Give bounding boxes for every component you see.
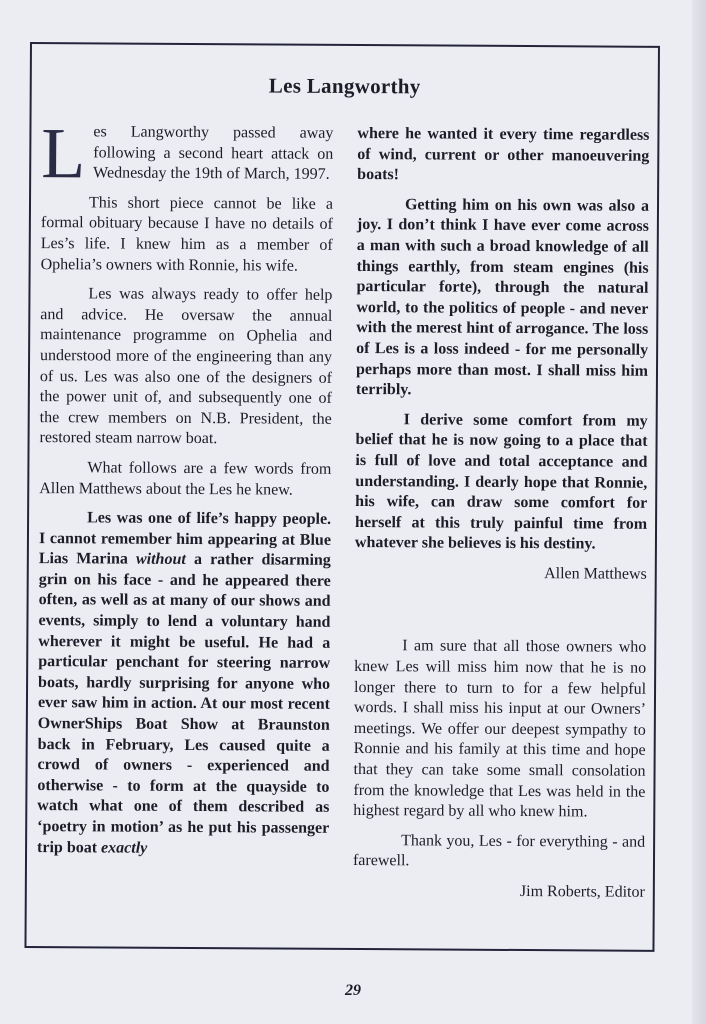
- quote-continuation: where he wanted it every time regardless of wind, current or other manoeuvering boats!: [357, 125, 650, 184]
- intro-paragraph: [41, 113, 334, 194]
- intro-text: es Langworthy passed away following a second heart attack on Wednesday the 19th of March, 1997.: [93, 123, 334, 184]
- closing-paragraph-owners: I am sure that all those owners who knew Les will miss him now that he is no longer there to turn to for a few helpful words. I shall miss his input at our Owners’ meetings. We offer our deepest sympathy to Ronnie and his family at this time and hope that they can take some small consolation from the knowledge that Les was held in the highest regard by all who knew him.: [353, 637, 647, 821]
- section-gap: [354, 592, 646, 638]
- quote-paragraph-happy-people: [37, 508, 331, 860]
- paragraph-help-advice: Les was always ready to offer help and advice. He oversaw the annual maintenance programme on Ophelia and understood more of the engineering than any of us. Les was also one of the designers of the power unit of, and subsequently one of the crew members on N.B. President, the restored steam narrow boat.: [39, 285, 333, 448]
- quote-text-part-1: Les was one of life’s happy people. I cannot remember him appearing at Blue Lias Marina: [38, 509, 332, 568]
- right-column: [353, 124, 650, 912]
- page-edge: [692, 0, 706, 1024]
- drop-cap: L: [41, 113, 86, 194]
- article-title: Les Langworthy: [268, 73, 421, 99]
- quote-emphasis-exactly: exactly: [101, 839, 148, 857]
- paragraph-what-follows: What follows are a few words from Allen Matthews about the Les he knew.: [39, 459, 332, 499]
- paragraph-obituary-note: This short piece cannot be like a formal obituary because I have no details of Les’s life. I knew him as a member of Ophelia’s owners with Ronnie, his wife.: [40, 194, 334, 275]
- quote-text-part-2: a rather disarming grin on his face - and he appeared there often, as well as at many of our shows and events, simply to lend a voluntary hand wherever it might be useful. He had a particular penchant for steering narrow boats, hardly surprising for anyone who ever saw him in action. At our most recent OwnerShips Boat Show at Braunston back in February, Les caused quite a crowd of owners - experienced and otherwise - to form at the quayside to watch what one of them described as ‘poetry in motion’ as he put his passenger trip boat: [37, 551, 331, 857]
- left-column: [37, 113, 334, 869]
- editor-signature: Jim Roberts, Editor: [519, 883, 645, 901]
- quote-paragraph-joy: Getting him on his own was also a joy. I don’t think I have ever come across a man with such a broad knowledge of all things earthly, from steam engines (his particular forte), through the natural world, to the politics of people - and never with the merest hint of arrogance. The loss of Les is a loss indeed - for me personally perhaps more than most. I shall miss him terribly.: [355, 196, 650, 399]
- closing-paragraph-farewell: Thank you, Les - for everything - and farewell.: [352, 832, 646, 870]
- quote-signature: Allen Matthews: [544, 565, 647, 583]
- article-frame: [24, 42, 660, 952]
- quote-paragraph-comfort: I derive some comfort from my belief that he is now going to a place that is full of love and total acceptance and understanding. I dearly hope that Ronnie, his wife, can draw some comfort for herself at this truly painful time from whatever she believes is his destiny.: [354, 411, 648, 553]
- quote-emphasis-without: without: [135, 550, 186, 569]
- page-number: 29: [345, 982, 361, 999]
